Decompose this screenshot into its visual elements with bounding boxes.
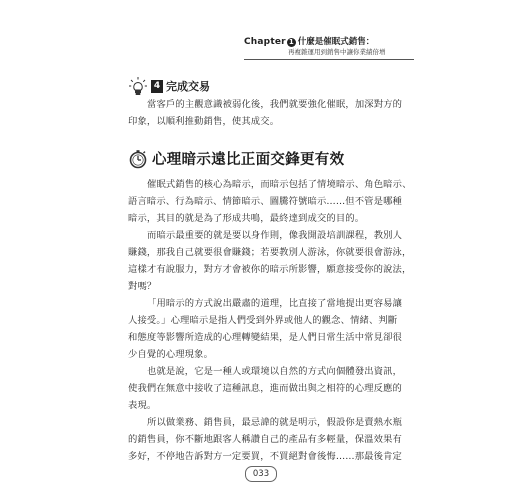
paragraph-5 <box>128 414 403 465</box>
text-line: 而暗示最重要的就是要以身作則，像我開設培訓課程，教別人 <box>147 230 403 241</box>
text-line: 這樣才有說服力，對方才會被你的暗示所影響，願意接受你的說法， <box>128 264 412 275</box>
paragraph-3 <box>128 295 403 363</box>
text-line: 「用暗示的方式說出嚴肅的道理，比直接了當地提出更容易讓 <box>147 298 403 309</box>
chapter-number-badge: 1 <box>287 38 296 47</box>
text-line: 也就是說，它是一種人或環境以自然的方式向個體發出資訊， <box>147 366 403 377</box>
section-paragraph <box>128 96 403 130</box>
text-line: 催眠式銷售的核心為暗示，而暗示包括了情境暗示、角色暗示、 <box>147 179 412 190</box>
clock-icon <box>128 149 148 169</box>
chapter-subtitle: 再複雜運用到銷售中讓你業績倍增 <box>288 48 386 56</box>
text-line: 的銷售員，你不斷地跟客人稱讚自己的產品有多輕量，保溫效果有 <box>128 434 402 445</box>
paragraph-2 <box>128 227 412 295</box>
text-line: 語言暗示、行為暗示、情節暗示、圖騰符號暗示……但不管是哪種 <box>128 196 402 207</box>
text-line: 人接受。」心理暗示是指人們受到外界或他人的觀念、情緒、判斷 <box>128 315 398 326</box>
chapter-line <box>244 37 414 48</box>
page-number: 033 <box>245 466 277 482</box>
section-number: 4 <box>151 80 163 93</box>
text-line: 表現。 <box>128 400 157 411</box>
running-header <box>244 37 414 57</box>
text-line: 使我們在無意中接收了這種訊息，進而做出與之相符的心理反應的 <box>128 383 402 394</box>
text-line: 和態度等影響所造成的心理轉變結果，是人們日常生活中常見卻很 <box>128 332 402 343</box>
paragraph-1 <box>128 176 412 227</box>
paragraph-4 <box>128 363 403 414</box>
text-line: 暗示，其目的就是為了形成共鳴，最終達到成交的目的。 <box>128 213 365 224</box>
text-line: 所以做業務、銷售員，最忌諱的就是明示，假設你是賣熱水瓶 <box>147 417 403 428</box>
section-heading <box>128 76 210 96</box>
main-heading <box>128 148 344 169</box>
section-title: 完成交易 <box>166 80 210 93</box>
text-line: 當客戶的主觀意識被弱化後，我們就要強化催眠，加深對方的 <box>147 99 403 110</box>
text-line: 對嗎？ <box>128 281 157 292</box>
text-line: 少自覺的心理現象。 <box>128 349 214 360</box>
chapter-label: Chapter <box>244 37 286 47</box>
header-divider <box>244 59 414 60</box>
text-line: 賺錢，那我自己就要很會賺錢；若要教別人游泳，你就要很會游泳， <box>128 247 412 258</box>
text-line: 印象，以順利推動銷售，使其成交。 <box>128 116 280 127</box>
text-line: 多好，不停地告訴對方一定要買，不買絕對會後悔……那最後肯定 <box>128 451 402 462</box>
lightbulb-icon <box>128 76 148 96</box>
main-title: 心理暗示遠比正面交鋒更有效 <box>152 151 345 168</box>
chapter-title: 什麼是催眠式銷售： <box>297 37 375 47</box>
